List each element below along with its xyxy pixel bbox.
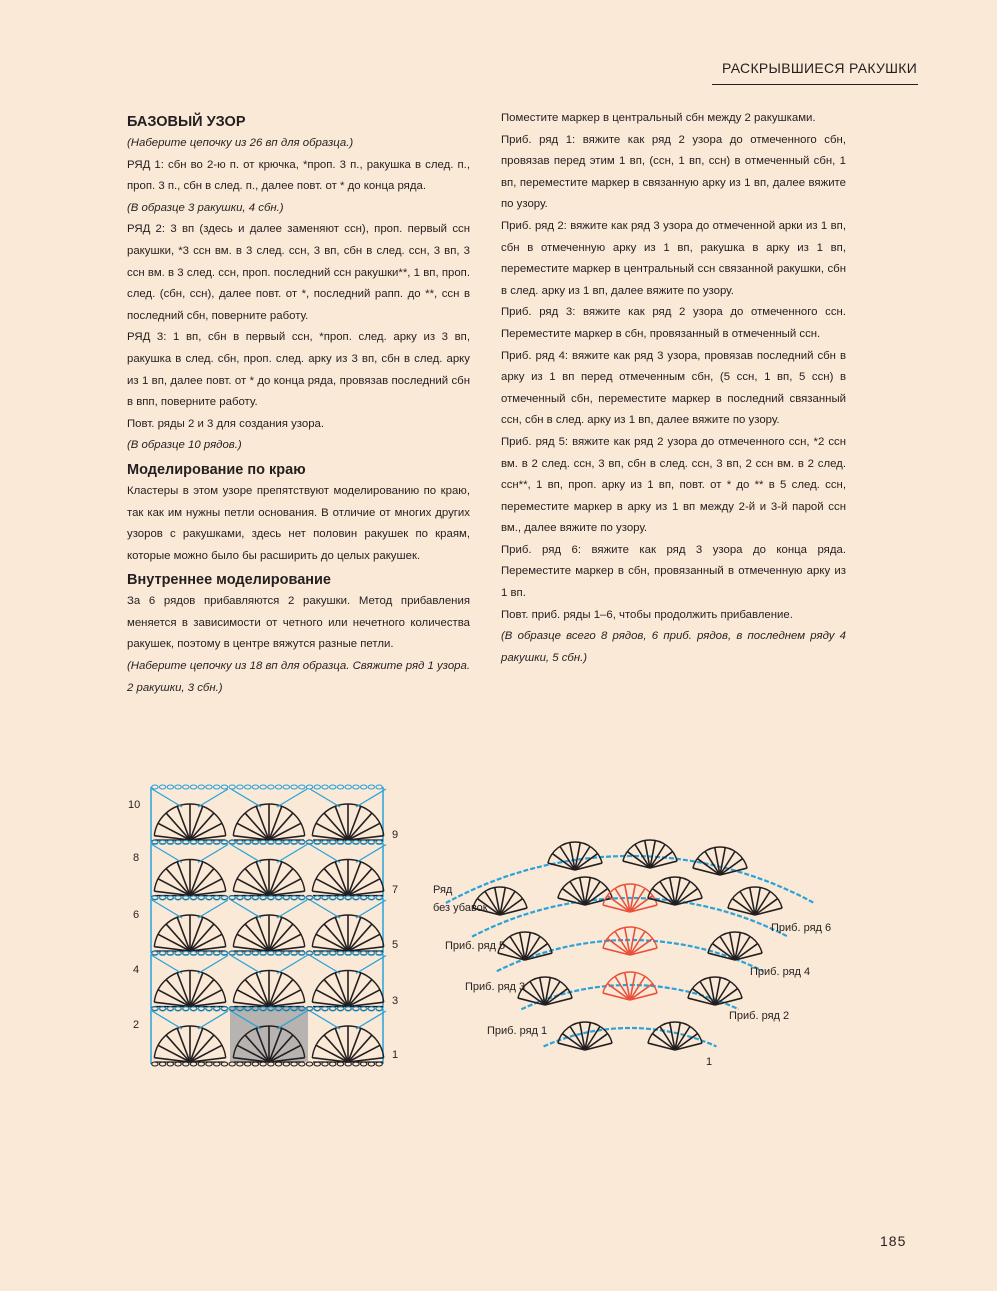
chain-stitch: [229, 785, 235, 789]
chain-stitch: [229, 1062, 235, 1066]
row-label-10: 10: [128, 799, 141, 811]
right-column: [501, 108, 846, 669]
chain-stitch: [198, 785, 204, 789]
chain-stitch: [314, 785, 320, 789]
heading-inner-shaping: Внутреннее моделирование: [127, 572, 331, 589]
shell-stitch: [269, 869, 293, 896]
base-pattern-chart: [125, 775, 410, 1070]
repeat-note: (В образце 10 рядов.): [127, 439, 242, 452]
chain-stitch: [159, 785, 165, 789]
chart-stitches: [151, 785, 386, 1066]
edge-text: Кластеры в этом узоре препятствуют моделированию по краю, так как им нужны петли основания. В отличие от многих других узоров с ракушками, здесь нет половин ракушек по краям, которые можно было бы расширить до целых ракушек.: [127, 484, 470, 562]
shell-arc: [558, 877, 612, 898]
chain-stitch: [330, 785, 336, 789]
chain-stitch: [214, 785, 220, 789]
row-label-4: 4: [133, 964, 140, 976]
header-rule: [712, 84, 918, 85]
shell-stitch: [166, 980, 190, 1007]
inc-row-1-text: Приб. ряд 1: вяжите как ряд 2 узора до отмеченного сбн, провязав перед этим 1 вп, (ссн, 1 вп, ссн) в отмеченный сбн, 1 вп, переместите маркер в связанную арку из 1 вп, далее вяжите по узору.: [501, 133, 846, 211]
shell-arc: [603, 972, 657, 993]
shell-stitch: [166, 924, 190, 951]
page-number: 185: [880, 1233, 907, 1249]
arc-row: [544, 1028, 717, 1046]
shell-stitch: [269, 980, 293, 1007]
shell-stitch: [348, 813, 372, 840]
shell-arc: [693, 847, 747, 868]
shell-stitch: [245, 924, 269, 951]
label-inc-5: Приб. ряд 5: [445, 940, 506, 952]
chain-stitch: [237, 785, 243, 789]
label-inc-4: Приб. ряд 4: [750, 966, 811, 978]
shell-stitch: [166, 1035, 190, 1062]
repeat-inc-note: (В образце всего 8 рядов, 6 приб. рядов, в последнем ряду 4 ракушки, 5 сбн.): [501, 630, 846, 664]
repeat-inc-text: Повт. приб. ряды 1–6, чтобы продолжить прибавление.: [501, 608, 793, 621]
shell-stitch: [348, 869, 372, 896]
left-column: [127, 110, 470, 699]
chain-stitch: [299, 785, 305, 789]
shell-stitch: [245, 869, 269, 896]
label-inc-3: Приб. ряд 3: [465, 981, 526, 993]
base-note: (Наберите цепочку из 26 вп для образца.): [127, 137, 354, 149]
row-1-note: (В образце 3 ракушки, 4 сбн.): [127, 201, 284, 214]
chain-stitch: [268, 785, 274, 789]
inc-row-4-text: Приб. ряд 4: вяжите как ряд 3 узора, провязав последний сбн в арку из 1 вп перед отмеченным сбн, (5 ссн, 1 вп, 5 ссн) в отмеченный сбн, переместите маркер в последний связанный ссн, сбн в след. арку из 1 вп, далее вяжите по узору.: [501, 349, 846, 427]
heading-base-pattern: БАЗОВЫЙ УЗОР: [127, 114, 246, 130]
shell-stitch: [348, 980, 372, 1007]
inc-row-5-text: Приб. ряд 5: вяжите как ряд 2 узора до отмеченного ссн, *2 ссн вм. в 2 след. ссн, 3 вп, сбн в след. ссн, 3 вп, 2 ссн вм. в 2 след. ссн**, 1 вп, проп. арку из 1 вп, повт. от * до ** в 5 след. ссн, переместите маркер в арку из 1 вп между 2-й и 3-й парой ссн вм., далее вяжите по узору.: [501, 435, 846, 535]
chain-stitch: [368, 785, 374, 789]
inc-row-2-text: Приб. ряд 2: вяжите как ряд 3 узора до отмеченной арки из 1 вп, сбн в отмеченную арку из 1 вп, ракушка в арку из 1 вп, переместите маркер в центральный ссн связанной ракушки, сбн в след. арку из 1 вп, далее вяжите по узору.: [501, 219, 846, 297]
shell-stitch: [166, 869, 190, 896]
inc-row-6-text: Приб. ряд 6: вяжите как ряд 3 узора до конца ряда. Переместите маркер в сбн, провязанный в отмеченную арку из 1 вп.: [501, 543, 846, 600]
chain-stitch: [152, 785, 158, 789]
heading-edge-shaping: Моделирование по краю: [127, 461, 306, 478]
chain-stitch: [183, 785, 189, 789]
shell-arc: [688, 977, 742, 998]
shell-stitch: [324, 813, 348, 840]
shell-stitch: [324, 1035, 348, 1062]
row-1-text: РЯД 1: сбн во 2-ю п. от крючка, *проп. 3 п., ракушка в след. п., проп. 3 п., сбн в след. п., далее повт. от * до конца ряда.: [127, 158, 470, 193]
inner-text: За 6 рядов прибавляются 2 ракушки. Метод прибавления меняется в зависимости от четного или нечетного количества ракушек, поэтому в центре вяжутся разные петли.: [127, 595, 470, 651]
row-label-9: 9: [392, 829, 399, 841]
chain-stitch: [291, 785, 297, 789]
label-inc-1: Приб. ряд 1: [487, 1025, 548, 1037]
shell-stitch: [269, 813, 293, 840]
chain-stitch: [306, 785, 312, 789]
chain-stitch: [175, 785, 181, 789]
label-no-dec-1: Ряд: [433, 884, 453, 896]
chain-stitch: [275, 785, 281, 789]
row-label-8: 8: [133, 852, 140, 864]
chain-stitch: [360, 785, 366, 789]
chain-stitch: [252, 785, 258, 789]
shell-stitch: [190, 813, 214, 840]
chain-stitch: [376, 785, 382, 789]
row-label-7: 7: [392, 884, 399, 896]
chain-stitch: [322, 785, 328, 789]
shell-stitch: [190, 980, 214, 1007]
chain-stitch: [244, 785, 250, 789]
shell-arc: [708, 932, 762, 953]
chain-stitch: [345, 785, 351, 789]
shell-arc: [728, 887, 782, 908]
label-row-1: 1: [706, 1056, 713, 1068]
chain-stitch: [306, 1062, 312, 1066]
row-label-3: 3: [392, 995, 399, 1007]
shell-stitch: [269, 924, 293, 951]
chain-stitch: [260, 785, 266, 789]
shell-stitch: [324, 924, 348, 951]
repeat-text: Повт. ряды 2 и 3 для создания узора.: [127, 417, 325, 430]
shell-stitch: [348, 1035, 372, 1062]
inc-row-3-text: Приб. ряд 3: вяжите как ряд 2 узора до отмеченного ссн. Переместите маркер в сбн, провязанный в отмеченный ссн.: [501, 306, 846, 340]
shell-stitch: [190, 869, 214, 896]
row-label-2: 2: [133, 1019, 140, 1031]
chain-stitch: [206, 785, 212, 789]
chain-stitch: [221, 785, 227, 789]
chain-stitch: [283, 785, 289, 789]
chapter-title: РАСКРЫВШИЕСЯ РАКУШКИ: [722, 60, 918, 76]
label-inc-2: Приб. ряд 2: [729, 1010, 790, 1022]
chain-stitch: [167, 785, 173, 789]
shell-arc: [603, 927, 657, 948]
chain-stitch: [152, 1062, 158, 1066]
shell-stitch: [245, 813, 269, 840]
inner-note: (Наберите цепочку из 18 вп для образца. Свяжите ряд 1 узора. 2 ракушки, 3 сбн.): [127, 660, 471, 694]
shell-stitch: [324, 869, 348, 896]
shell-stitch: [348, 924, 372, 951]
row-label-6: 6: [133, 909, 140, 921]
shell-arc: [648, 877, 702, 898]
shell-arc: [498, 932, 552, 953]
increase-chart: [425, 820, 855, 1070]
arc-row: [497, 940, 763, 971]
chain-stitch: [190, 785, 196, 789]
shell-stitch: [166, 813, 190, 840]
chain-stitch: [353, 785, 359, 789]
row-3-text: РЯД 3: 1 вп, сбн в первый ссн, *проп. след. арку из 3 вп, ракушка в след. сбн, проп. след. арку из 3 вп, сбн в след. арку из 1 вп, далее повт. от * до конца ряда, провязав последний сбн в впп, поверните работу.: [127, 331, 470, 409]
row-2-text: РЯД 2: 3 вп (здесь и далее заменяют ссн), проп. первый ссн ракушки, *3 ссн вм. в 3 след. ссн, 3 вп, сбн в след. ссн, 3 вп, 3 ссн вм. в 3 след. ссн, проп. последний ссн ракушки**, 1 вп, проп. след. (сбн, ссн), далее повт. от *, последний рапп. до **, ссн в последний сбн, поверните работу.: [127, 223, 470, 322]
row-label-1: 1: [392, 1049, 399, 1061]
shell-arc: [518, 977, 572, 998]
marker-text: Поместите маркер в центральный сбн между 2 ракушками.: [501, 112, 816, 124]
label-no-dec-2: без убавок: [433, 902, 488, 914]
shell-stitch: [245, 980, 269, 1007]
row-label-5: 5: [392, 939, 399, 951]
shell-stitch: [324, 980, 348, 1007]
chain-stitch: [337, 785, 343, 789]
label-inc-6: Приб. ряд 6: [771, 922, 832, 934]
shell-stitch: [190, 1035, 214, 1062]
shell-stitch: [190, 924, 214, 951]
